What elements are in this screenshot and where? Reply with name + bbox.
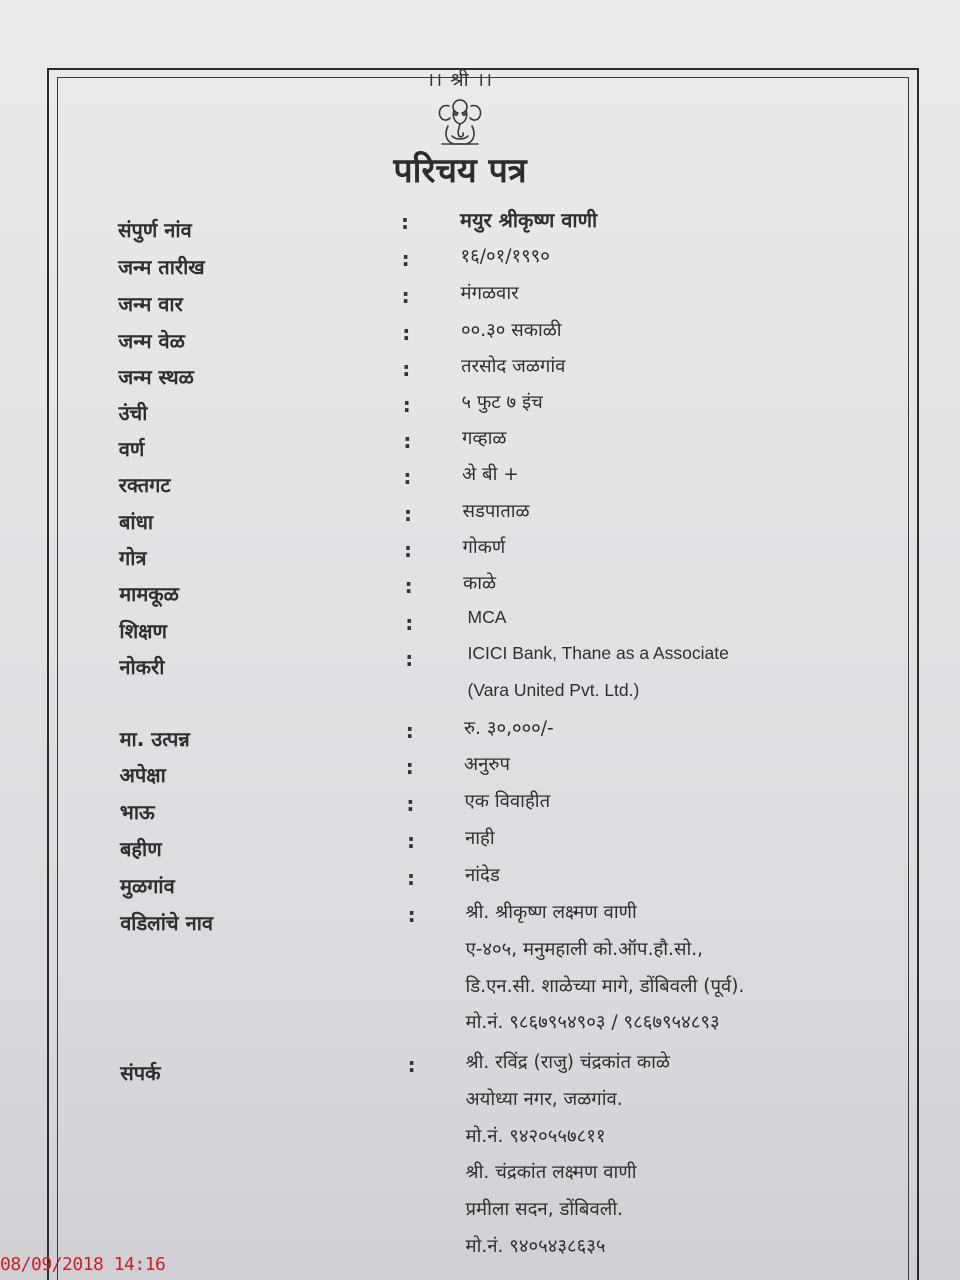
field-separator: :	[402, 393, 411, 417]
field-value: ५ फुट ७ इंच	[461, 392, 543, 413]
field-separator: :	[405, 647, 414, 671]
field-value: मो.नं. ९४२०५५७८११	[465, 1125, 606, 1147]
photo-timestamp: 08/09/2018 14:16	[0, 1254, 166, 1275]
field-label: वर्ण	[118, 437, 145, 461]
field-separator: :	[402, 321, 411, 345]
field-value: श्री. चंद्रकांत लक्ष्मण वाणी	[465, 1162, 637, 1184]
field-separator: :	[403, 429, 412, 453]
field-value: सडपाताळ	[462, 501, 530, 522]
field-value: प्रमीला सदन, डोंबिवली.	[465, 1199, 624, 1221]
field-value: ए-४०५, मनुमहाली को.ऑप.हौ.सो.,	[465, 938, 704, 960]
field-value: रु. ३०,०००/-	[464, 718, 554, 739]
field-separator: :	[407, 1053, 416, 1077]
field-label: संपुर्ण नांव	[118, 218, 192, 242]
ganesh-icon	[432, 96, 488, 148]
field-label: रक्तगट	[118, 473, 171, 497]
field-separator: :	[405, 611, 414, 635]
field-separator: :	[403, 465, 412, 489]
field-label: वडिलांचे नाव	[120, 911, 213, 935]
field-label: अपेक्षा	[119, 763, 166, 787]
field-separator: :	[401, 284, 410, 308]
field-value: मंगळवार	[460, 283, 519, 304]
field-separator: :	[407, 903, 416, 927]
field-label: भाऊ	[119, 800, 155, 824]
field-value: मो.नं. ९८६७९५४९०३ / ९८६७९५४८९३	[465, 1012, 720, 1034]
field-value: अे बी +	[462, 464, 519, 485]
field-value: मो.नं. ९४०५४३८६३५	[465, 1236, 606, 1257]
field-label: उंची	[118, 401, 148, 425]
field-value: अयोध्या नगर, जळगांव.	[465, 1088, 623, 1110]
field-label: जन्म स्थळ	[118, 365, 194, 389]
field-label: जन्म वार	[118, 292, 183, 316]
field-value: काळे	[463, 573, 497, 594]
field-label: बांधा	[119, 510, 154, 534]
field-value: ICICI Bank, Thane as a Associate	[467, 643, 729, 663]
field-separator: :	[406, 792, 415, 816]
field-value: अनुरुप	[464, 754, 510, 775]
field-value: १६/०१/१९९०	[460, 246, 550, 267]
field-value: श्री. श्रीकृष्ण लक्ष्मण वाणी	[465, 902, 637, 923]
field-value: गोकर्ण	[462, 537, 506, 558]
field-value: नाही	[465, 828, 495, 849]
page-title: परिचय पत्र	[393, 151, 527, 191]
field-value: मयुर श्रीकृष्ण वाणी	[460, 208, 598, 232]
field-separator: :	[404, 502, 412, 526]
field-label: जन्म तारीख	[118, 255, 205, 279]
field-separator: :	[405, 719, 414, 743]
field-value: (Vara United Pvt. Ltd.)	[467, 679, 640, 700]
invocation-text: ।। श्री ।।	[426, 69, 494, 91]
field-separator: :	[407, 829, 415, 853]
field-value: MCA	[467, 607, 507, 627]
field-value: ००.३० सकाळी	[461, 320, 562, 341]
field-label: मुळगांव	[120, 874, 175, 898]
field-label: नोकरी	[119, 655, 165, 679]
field-separator: :	[404, 574, 413, 598]
field-value: श्री. रविंद्र (राजु) चंद्रकांत काळे	[465, 1052, 670, 1073]
field-label: मामकूळ	[119, 582, 179, 606]
field-value: गव्हाळ	[462, 428, 507, 449]
field-label: गोत्र	[119, 546, 147, 570]
field-label: मा. उत्पन्न	[119, 727, 190, 751]
field-value: डि.एन.सी. शाळेच्या मागे, डोंबिवली (पूर्व).	[465, 975, 745, 997]
field-separator: :	[401, 247, 410, 271]
field-value: नांदेड	[465, 865, 500, 886]
field-label: जन्म वेळ	[118, 329, 185, 353]
field-label: शिक्षण	[119, 619, 167, 643]
field-separator: :	[404, 538, 412, 562]
field-separator: :	[402, 357, 411, 381]
field-separator: :	[407, 866, 415, 890]
field-value: एक विवाहीत	[464, 791, 551, 812]
field-label: बहीण	[120, 837, 162, 861]
field-separator: :	[401, 210, 409, 234]
field-label: संपर्क	[120, 1061, 161, 1085]
field-value: तरसोद जळगांव	[461, 356, 566, 377]
field-separator: :	[405, 755, 414, 779]
